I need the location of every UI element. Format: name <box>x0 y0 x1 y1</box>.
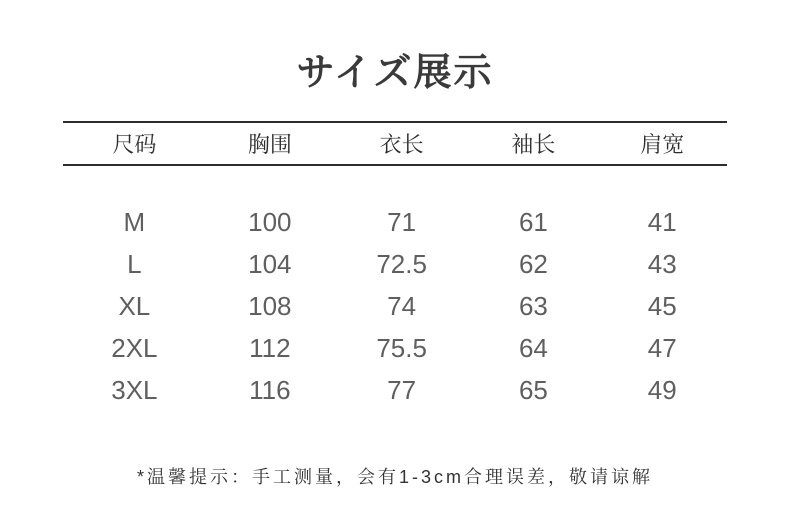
cell-chest: 108 <box>248 291 292 321</box>
cell-size-label: M <box>123 207 146 237</box>
cell-sleeve: 64 <box>518 333 548 363</box>
header-cell-sleeve: 袖长 <box>511 132 556 157</box>
size-table <box>63 121 727 411</box>
cell-shoulder: 45 <box>647 291 677 321</box>
cell-shoulder: 47 <box>647 333 677 363</box>
cell-chest: 104 <box>248 249 292 279</box>
cell-sleeve: 63 <box>518 291 548 321</box>
header-cell-shoulder: 肩宽 <box>640 132 685 157</box>
cell-length: 72.5 <box>376 249 427 279</box>
cell-chest: 112 <box>249 333 291 363</box>
header-cell-length: 衣长 <box>379 132 424 157</box>
table-row <box>63 201 727 243</box>
cell-shoulder: 43 <box>647 249 677 279</box>
cell-size-label: 3XL <box>111 375 158 405</box>
cell-size-label: L <box>127 249 142 279</box>
cell-size-label: 2XL <box>111 333 158 363</box>
table-row <box>63 369 727 411</box>
cell-length: 74 <box>387 291 417 321</box>
cell-shoulder: 41 <box>647 207 677 237</box>
cell-sleeve: 61 <box>518 207 548 237</box>
cell-sleeve: 62 <box>518 249 548 279</box>
measurement-disclaimer-note: *温馨提示：手工测量，会有1-3cm合理误差，敬请谅解 <box>136 467 653 487</box>
cell-length: 71 <box>387 207 417 237</box>
cell-size-label: XL <box>118 291 151 321</box>
cell-sleeve: 65 <box>518 375 548 405</box>
header-cell-size: 尺码 <box>112 132 157 157</box>
cell-shoulder: 49 <box>647 375 677 405</box>
page-title: サイズ展示 <box>296 52 494 94</box>
table-row <box>63 327 727 369</box>
table-row <box>63 243 727 285</box>
cell-length: 75.5 <box>376 333 427 363</box>
cell-length: 77 <box>387 375 417 405</box>
table-header-row <box>63 121 727 166</box>
table-row <box>63 285 727 327</box>
table-body <box>63 166 727 411</box>
cell-chest: 116 <box>249 375 291 405</box>
header-cell-chest: 胸围 <box>247 132 292 157</box>
cell-chest: 100 <box>248 207 292 237</box>
